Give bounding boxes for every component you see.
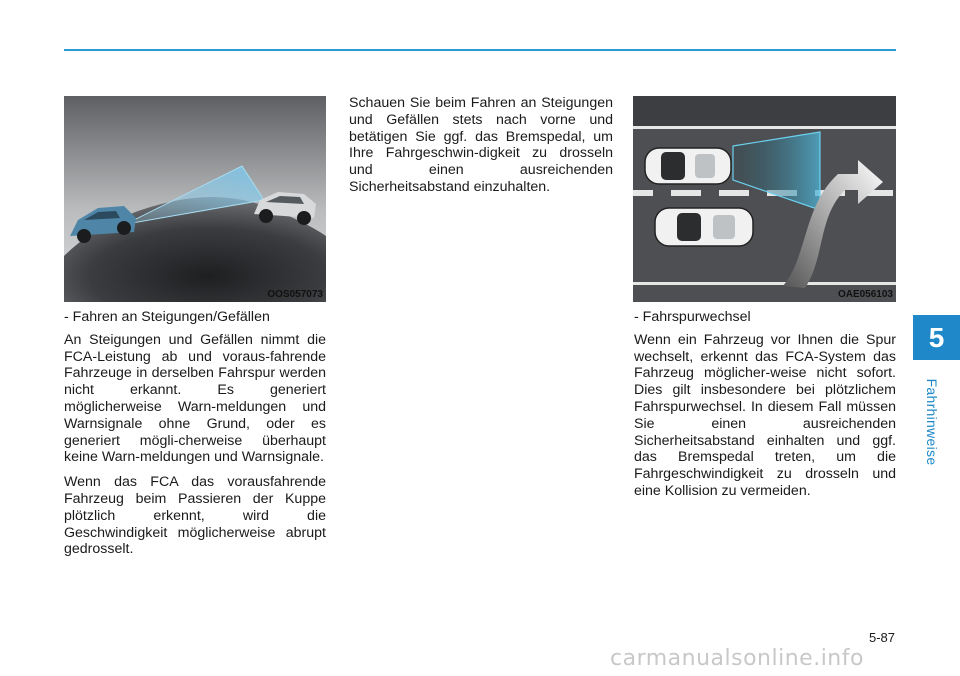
paragraph-lane-change: Wenn ein Fahrzeug vor Ihnen die Spur wechselt, erkennt das FCA-System das Fahrzeug möglicher-weise nicht sofort. Dies gilt insbesondere bei plötzlichem Fahrspurwechsel. In diesem Fall müssen Sie einen ausreichenden Sicherheitsabstand einhalten und ggf. das Bremspedal treten, um die Fahrgeschwindigkeit zu drosseln und eine Kollision zu vermeiden. (634, 331, 896, 499)
paragraph-slopes-1: An Steigungen und Gefällen nimmt die FCA-Leistung ab und voraus-fahrende Fahrzeuge in derselben Fahrspur werden nicht erkannt. Es generiert möglicherweise Warn-meldungen und Warnsignale ohne Grund, oder es generiert mögli-cherweise überhaupt keine Warn-meldungen und Warnsignale. (64, 331, 326, 466)
figure-code: OAE056103 (837, 289, 893, 300)
column-3 (634, 309, 896, 508)
hill-illustration (64, 96, 326, 302)
bullet-lane-change: - Fahrspurwechsel (634, 309, 751, 325)
figure-code: OOS057073 (267, 289, 323, 300)
watermark: carmanualsonline.info (610, 646, 864, 671)
column-2 (349, 95, 613, 204)
car-ahead (645, 148, 731, 184)
header-rule (64, 49, 896, 51)
page-number: 5-87 (868, 630, 895, 645)
own-car (655, 208, 753, 246)
paragraph-slopes-2: Wenn das FCA das vorausfahrende Fahrzeug beim Passieren der Kuppe plötzlich erkennt, wird die Geschwindigkeit möglicherweise abrupt gedrosselt. (64, 474, 326, 558)
figure-lane-change (633, 96, 896, 302)
figure-hill-slope (64, 96, 326, 302)
column-1 (64, 309, 326, 566)
lane-change-illustration (633, 96, 896, 302)
bullet-slopes: - Fahren an Steigungen/Gefällen (64, 309, 270, 325)
section-label (912, 372, 952, 472)
paragraph-look-ahead: Schauen Sie beim Fahren an Steigungen und Gefällen stets nach vorne und betätigen Sie ggf. das Bremspedal, um Ihre Fahrgeschwin-digkeit zu drosseln und einen ausreichenden Sicherheitsabstand einzuhalten. (349, 95, 613, 195)
section-number-tab: 5 (913, 315, 960, 360)
section-label-text: Fahrhinweise (924, 378, 940, 466)
